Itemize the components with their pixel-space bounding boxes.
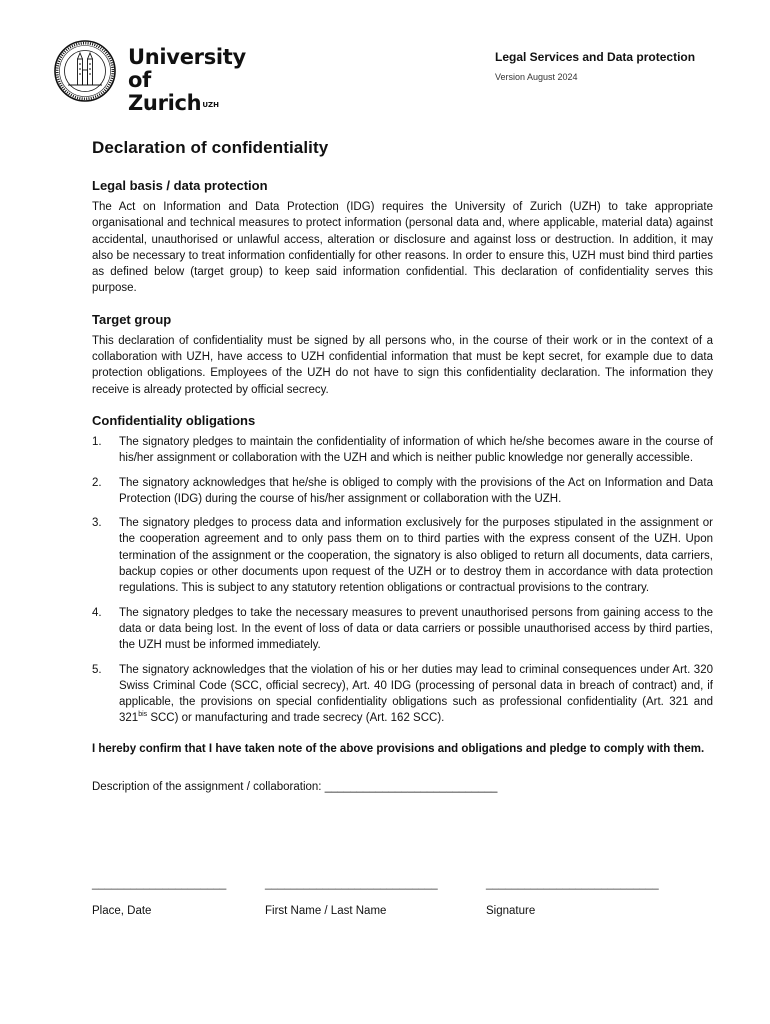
place-date-input-line[interactable]: _____________________	[92, 878, 227, 890]
logo-line-2: Zurich$^{UZH}$	[128, 91, 219, 115]
description-field	[92, 781, 713, 793]
section-obligations	[92, 413, 713, 727]
item-number: 4.	[92, 606, 102, 619]
list-item	[92, 515, 713, 596]
department-name: Legal Services and Data protection	[495, 50, 696, 64]
university-seal-icon	[54, 40, 116, 102]
version-label: Version August 2024	[495, 72, 578, 82]
item-text: The signatory pledges to take the necessary measures to prevent unauthorised persons from gaining access to the data or data being lost. In the event of loss of data or data carriers or possible unauthorised access by third parties, the UZH must be informed immediately.	[119, 606, 713, 652]
logo-line-1: University of	[128, 45, 246, 92]
item-number: 2.	[92, 476, 102, 489]
section-text: This declaration of confidentiality must be signed by all persons who, in the course of their work or in the context of a collaboration with UZH, have access to UZH confidential information that must be kept secret, for example due to data protection obligations. Employees of the UZH do not have to sign this confidentiality declaration. The information they receive is already protected by official secrecy.	[92, 334, 713, 396]
description-input-line[interactable]: ___________________________	[324, 781, 498, 794]
section-heading: Target group	[92, 311, 172, 327]
document-title: Declaration of confidentiality	[92, 138, 329, 157]
list-item	[92, 475, 713, 508]
item-number: 1.	[92, 435, 102, 448]
item-number: 3.	[92, 517, 102, 530]
logo-wordmark	[128, 46, 274, 115]
item-number: 5.	[92, 663, 102, 676]
item-text: The signatory pledges to maintain the confidentiality of information of which he/she becomes aware in the course of his/her assignment or collaboration with the UZH and which is neither public knowledge nor generally accessible.	[119, 435, 713, 465]
section-heading: Legal basis / data protection	[92, 178, 268, 193]
header-info	[495, 50, 695, 82]
name-input-line[interactable]: ___________________________	[265, 878, 438, 890]
section-text: The Act on Information and Data Protection (IDG) requires the University of Zurich (UZH) to take appropriate organisational and technical measures to protect information (personal data and, where applicable, material data) against accidental, unauthorised or unlawful access, alteration or disclosure and against loss or destruction. In addition, it may also be necessary to treat information confidentially for other reasons. In order to ensure this, UZH must bind third parties as defined below (target group) to keep said information confidential. This declaration of confidentiality serves this purpose.	[92, 201, 713, 295]
logo-superscript: UZH	[202, 101, 219, 109]
name-label: First Name / Last Name	[265, 905, 387, 917]
uzh-logo	[54, 40, 274, 115]
section-legal-basis	[92, 178, 713, 297]
section-heading: Confidentiality obligations	[92, 412, 256, 428]
item-text-after: SCC) or manufacturing and trade secrecy (Art. 162 SCC).	[147, 712, 445, 725]
confirmation-statement: I hereby confirm that I have taken note of the above provisions and obligations and pledge to comply with them.	[92, 742, 705, 755]
list-item	[92, 662, 713, 727]
item-text: The signatory acknowledges that he/she is obliged to comply with the provisions of the Act on Information and Data Protection (IDG) during the course of his/her assignment or collaboration with the UZH.	[119, 476, 713, 505]
description-label: Description of the assignment / collaboration:	[92, 781, 322, 794]
signature-label: Signature	[486, 905, 536, 917]
document-body	[92, 138, 713, 793]
obligations-list	[92, 434, 713, 727]
item-text: The signatory pledges to process data and information exclusively for the purposes stipulated in the assignment or the cooperation agreement and to only pass them on to third parties with the express consent of the UZH. Upon termination of the assignment or the cooperation, the signatory is also obliged to return all documents, data carriers, backup copies or other documents upon request of the UZH or to destroy them in accordance with data protection regulations. This is subject to any statutory retention obligations or contractual provisions to the contrary.	[119, 517, 713, 595]
list-item	[92, 605, 713, 654]
section-target-group	[92, 312, 713, 398]
item-text-before: The signatory acknowledges that the violation of his or her duties may lead to criminal consequences under Art. 320 Swiss Criminal Code (SCC, official secrecy), Art. 40 IDG (processing of personal data in breach of contract) and, if applicable, the provisions on special confidentiality obligations such as professional confidentiality (Art. 321 and 321	[119, 663, 713, 725]
signature-input-line[interactable]: ___________________________	[486, 878, 659, 890]
item-superscript: bis	[138, 711, 148, 719]
place-date-label: Place, Date	[92, 905, 152, 917]
list-item	[92, 434, 713, 467]
